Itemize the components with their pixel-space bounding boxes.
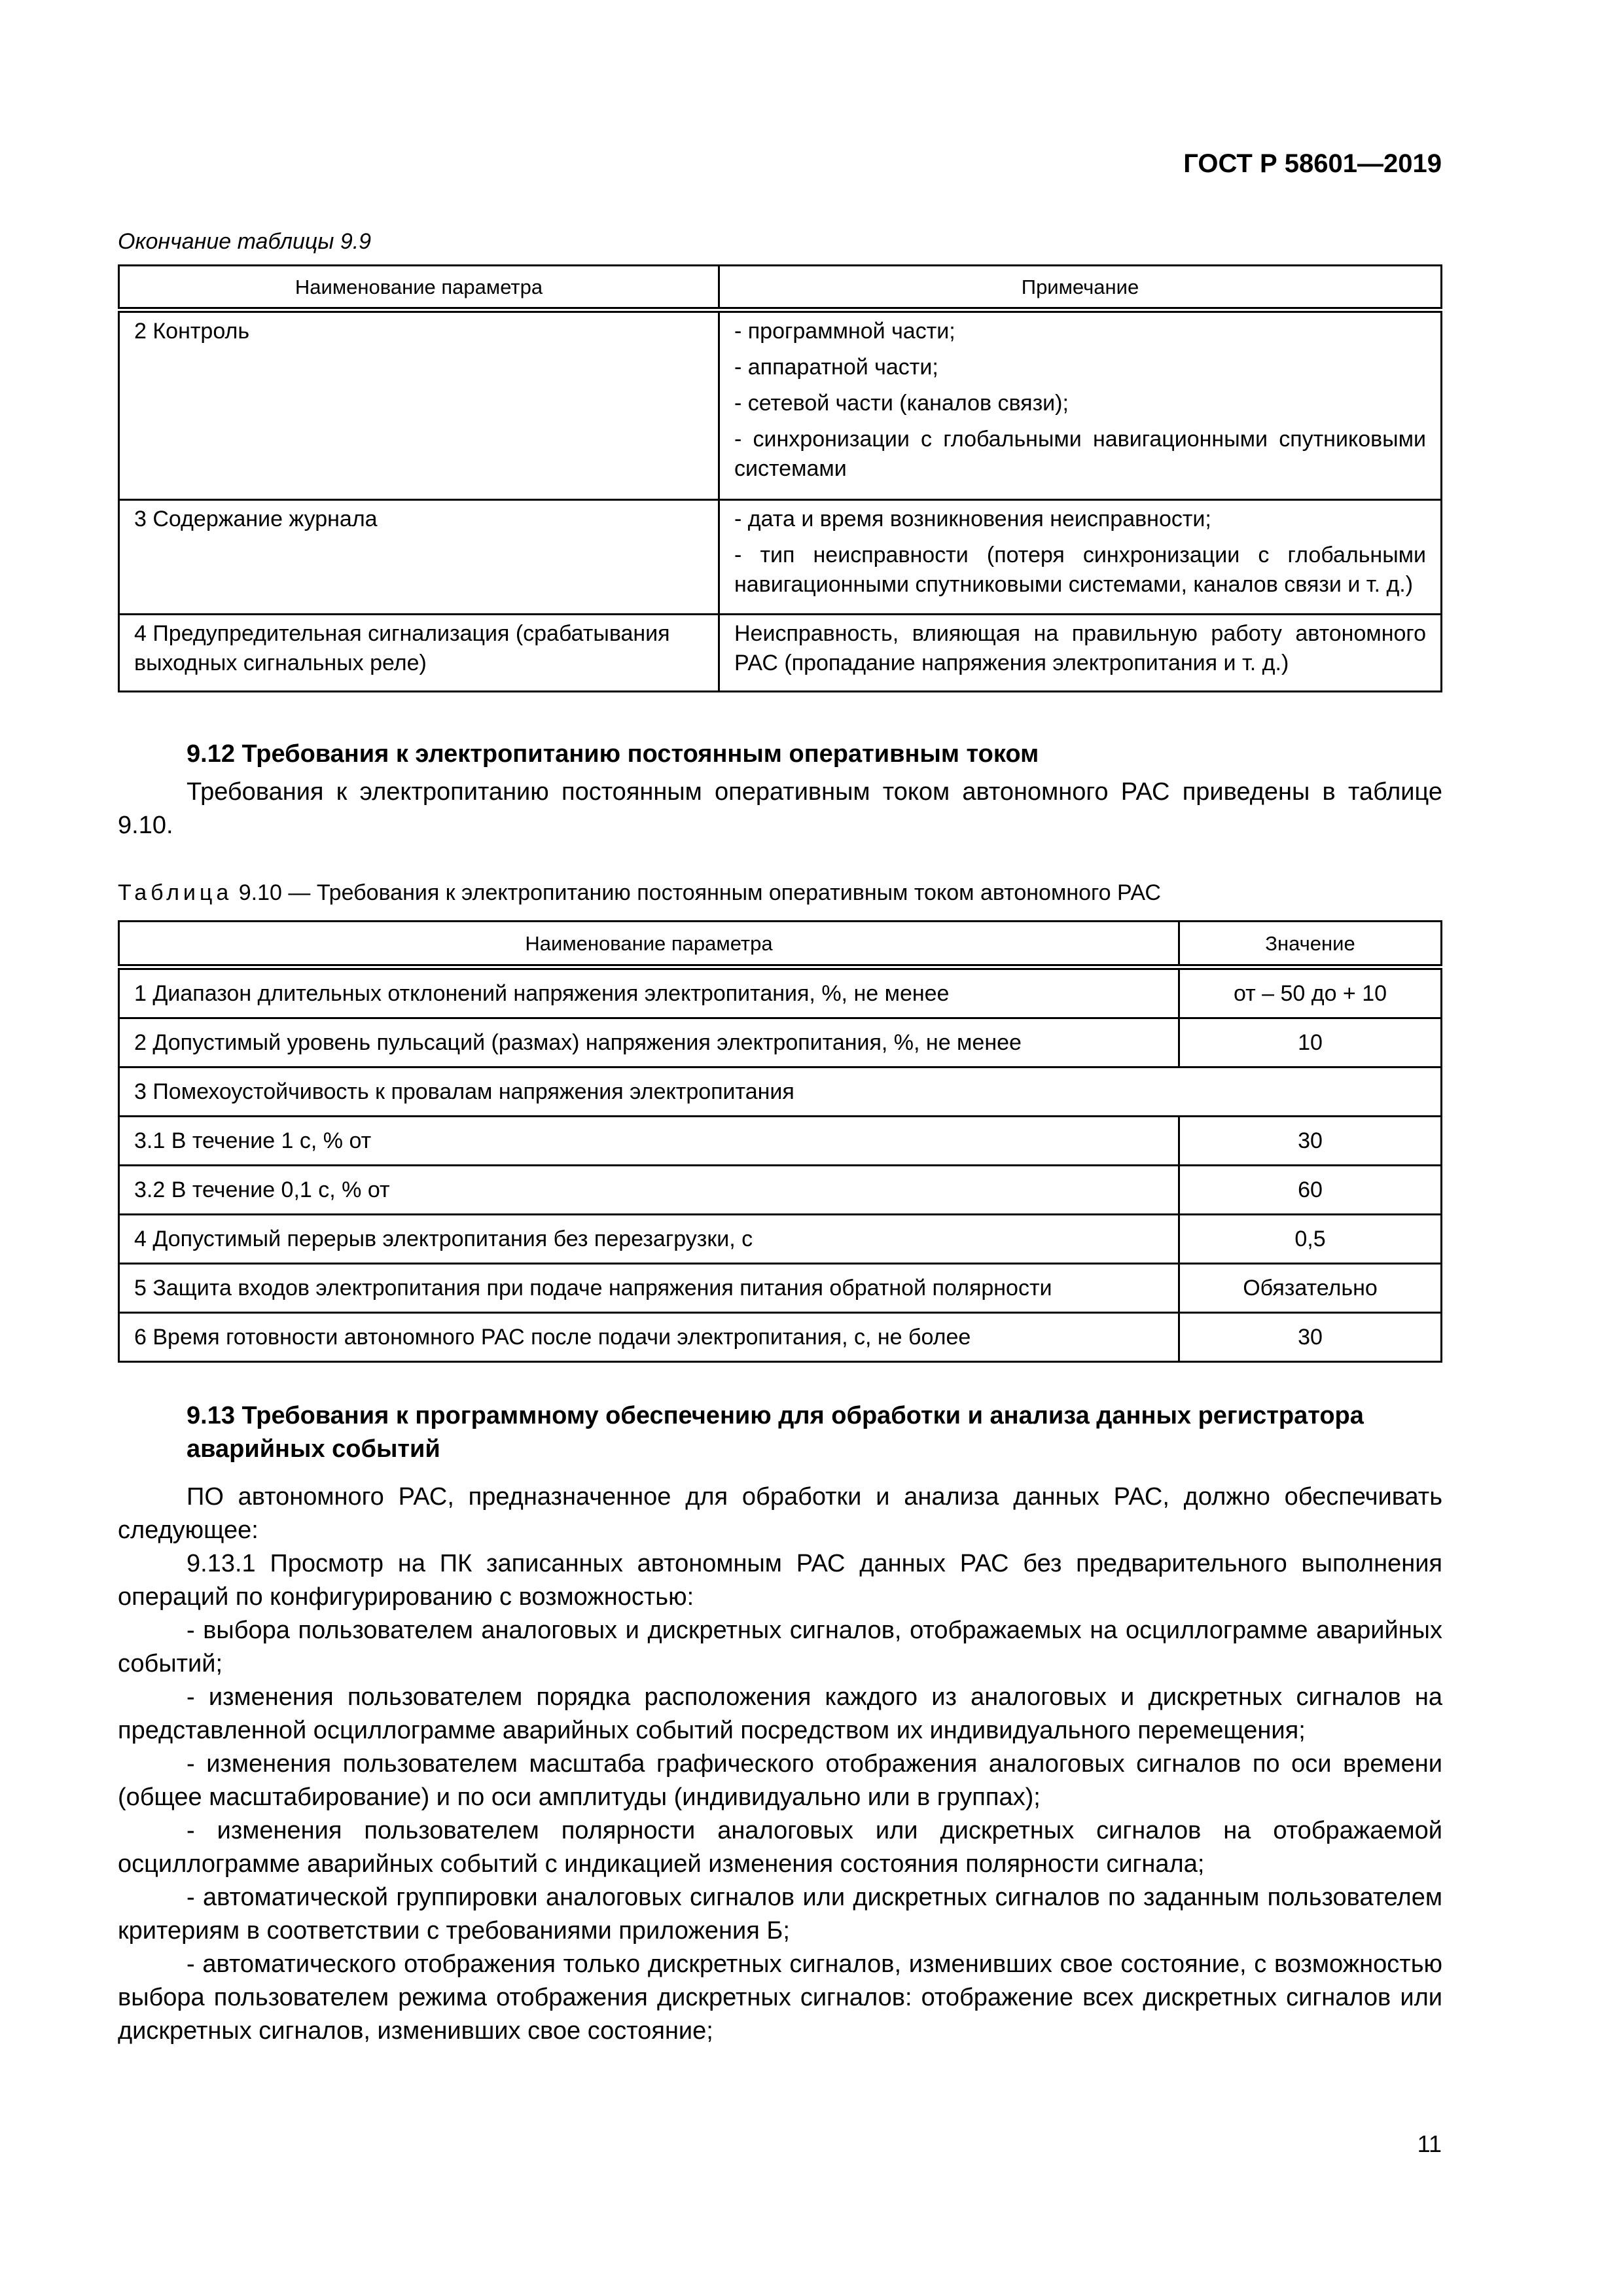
column-header: Наименование параметра — [119, 922, 1179, 967]
parameter-name: 3 Содержание журнала — [119, 500, 719, 615]
table-row — [119, 1264, 1442, 1313]
parameter-value: от – 50 до + 10 — [1179, 967, 1442, 1018]
caption-label: Таблица — [118, 880, 233, 905]
parameter-name: 3 Помехоустойчивость к провалам напряжения электропитания — [119, 1067, 1442, 1117]
table-9-9 — [118, 264, 1442, 692]
table-row — [119, 1313, 1442, 1362]
parameter-value: 10 — [1179, 1018, 1442, 1067]
column-header: Значение — [1179, 922, 1442, 967]
parameter-name: 6 Время готовности автономного РАС после подачи электропитания, с, не более — [119, 1313, 1179, 1362]
note: - аппаратной части; — [734, 355, 938, 380]
parameter-name: 3.1 В течение 1 с, % от — [119, 1117, 1179, 1166]
paragraph: 9.13.1 Просмотр на ПК записанных автономным РАС данных РАС без предварительного выполнения операций по конфигурированию с возможностью: — [118, 1550, 1442, 1611]
note: - синхронизации с глобальными навигационными спутниковыми системами — [734, 427, 1426, 481]
paragraph: Требования к электропитанию постоянным оперативным током автономного РАС приведены в таблице 9.10. — [118, 778, 1442, 839]
document-id: ГОСТ Р 58601—2019 — [1183, 149, 1442, 178]
table-9-9-caption: Окончание таблицы 9.9 — [118, 229, 372, 254]
parameter-value: 60 — [1179, 1166, 1442, 1215]
table-9-10 — [118, 920, 1442, 1363]
table-row — [119, 1215, 1442, 1264]
page-number: 11 — [1417, 2130, 1442, 2157]
table-row — [119, 1018, 1442, 1067]
list-item: - изменения пользователем порядка расположения каждого из аналоговых и дискретных сигналов на представленной осциллограмме аварийных событий посредством их индивидуального перемещения; — [118, 1683, 1442, 1744]
column-header: Примечание — [719, 266, 1442, 310]
caption-text: 9.10 — Требования к электропитанию постоянным оперативным током автономного РАС — [232, 880, 1161, 905]
parameter-value: 0,5 — [1179, 1215, 1442, 1264]
list-item: - автоматической группировки аналоговых сигналов или дискретных сигналов по заданным пользователем критериям в соответствии с требованиями приложения Б; — [118, 1884, 1442, 1945]
table-row — [119, 1067, 1442, 1117]
note: - дата и время возникновения неисправности; — [734, 507, 1211, 531]
parameter-name: 4 Допустимый перерыв электропитания без перезагрузки, с — [119, 1215, 1179, 1264]
list-item: - автоматического отображения только дискретных сигналов, изменивших свое состояние, с возможностью выбора пользователем режима отображения дискретных сигналов: отображение всех дискретных сигналов или дискретных сигналов, изменивших свое состояние; — [118, 1950, 1442, 2045]
section-heading: 9.13 Требования к программному обеспечению для обработки и анализа данных регистратора аварийных событий — [187, 1402, 1364, 1463]
table-9-10-caption — [118, 880, 1161, 906]
note: Неисправность, влияющая на правильную работу автономного РАС (пропадание напряжения электропитания и т. д.) — [734, 621, 1426, 675]
note: - сетевой части (каналов связи); — [734, 391, 1069, 416]
parameter-name: 3.2 В течение 0,1 с, % от — [119, 1166, 1179, 1215]
parameter-value: 30 — [1179, 1117, 1442, 1166]
note: - тип неисправности (потеря синхронизации с глобальными навигационными спутниковыми системами, каналов связи и т. д.) — [734, 543, 1426, 597]
parameter-name: 5 Защита входов электропитания при подаче напряжения питания обратной полярности — [119, 1264, 1179, 1313]
column-header: Наименование параметра — [119, 266, 719, 310]
section-heading: 9.12 Требования к электропитанию постоянным оперативным током — [187, 740, 1039, 768]
parameter-name: 2 Контроль — [119, 310, 719, 500]
table-row — [119, 500, 1442, 615]
table-row — [119, 1117, 1442, 1166]
paragraph: ПО автономного РАС, предназначенное для обработки и анализа данных РАС, должно обеспечивать следующее: — [118, 1483, 1442, 1544]
parameter-value: 30 — [1179, 1313, 1442, 1362]
list-item: - выбора пользователем аналоговых и дискретных сигналов, отображаемых на осциллограмме аварийных событий; — [118, 1617, 1442, 1677]
parameter-name: 2 Допустимый уровень пульсаций (размах) напряжения электропитания, %, не менее — [119, 1018, 1179, 1067]
table-row — [119, 967, 1442, 1018]
parameter-name: 1 Диапазон длительных отклонений напряжения электропитания, %, не менее — [119, 967, 1179, 1018]
list-item: - изменения пользователем полярности аналоговых или дискретных сигналов на отображаемой осциллограмме аварийных событий с индикацией изменения состояния полярности сигнала; — [118, 1817, 1442, 1878]
section-body — [118, 1480, 1442, 2048]
table-row — [119, 1166, 1442, 1215]
parameter-name: 4 Предупредительная сигнализация (срабатывания выходных сигнальных реле) — [119, 615, 719, 692]
table-row — [119, 615, 1442, 692]
list-item: - изменения пользователем масштаба графического отображения аналоговых сигналов по оси времени (общее масштабирование) и по оси амплитуды (индивидуально или в группах); — [118, 1750, 1442, 1811]
note: - программной части; — [734, 319, 955, 344]
table-row — [119, 310, 1442, 500]
parameter-value: Обязательно — [1179, 1264, 1442, 1313]
